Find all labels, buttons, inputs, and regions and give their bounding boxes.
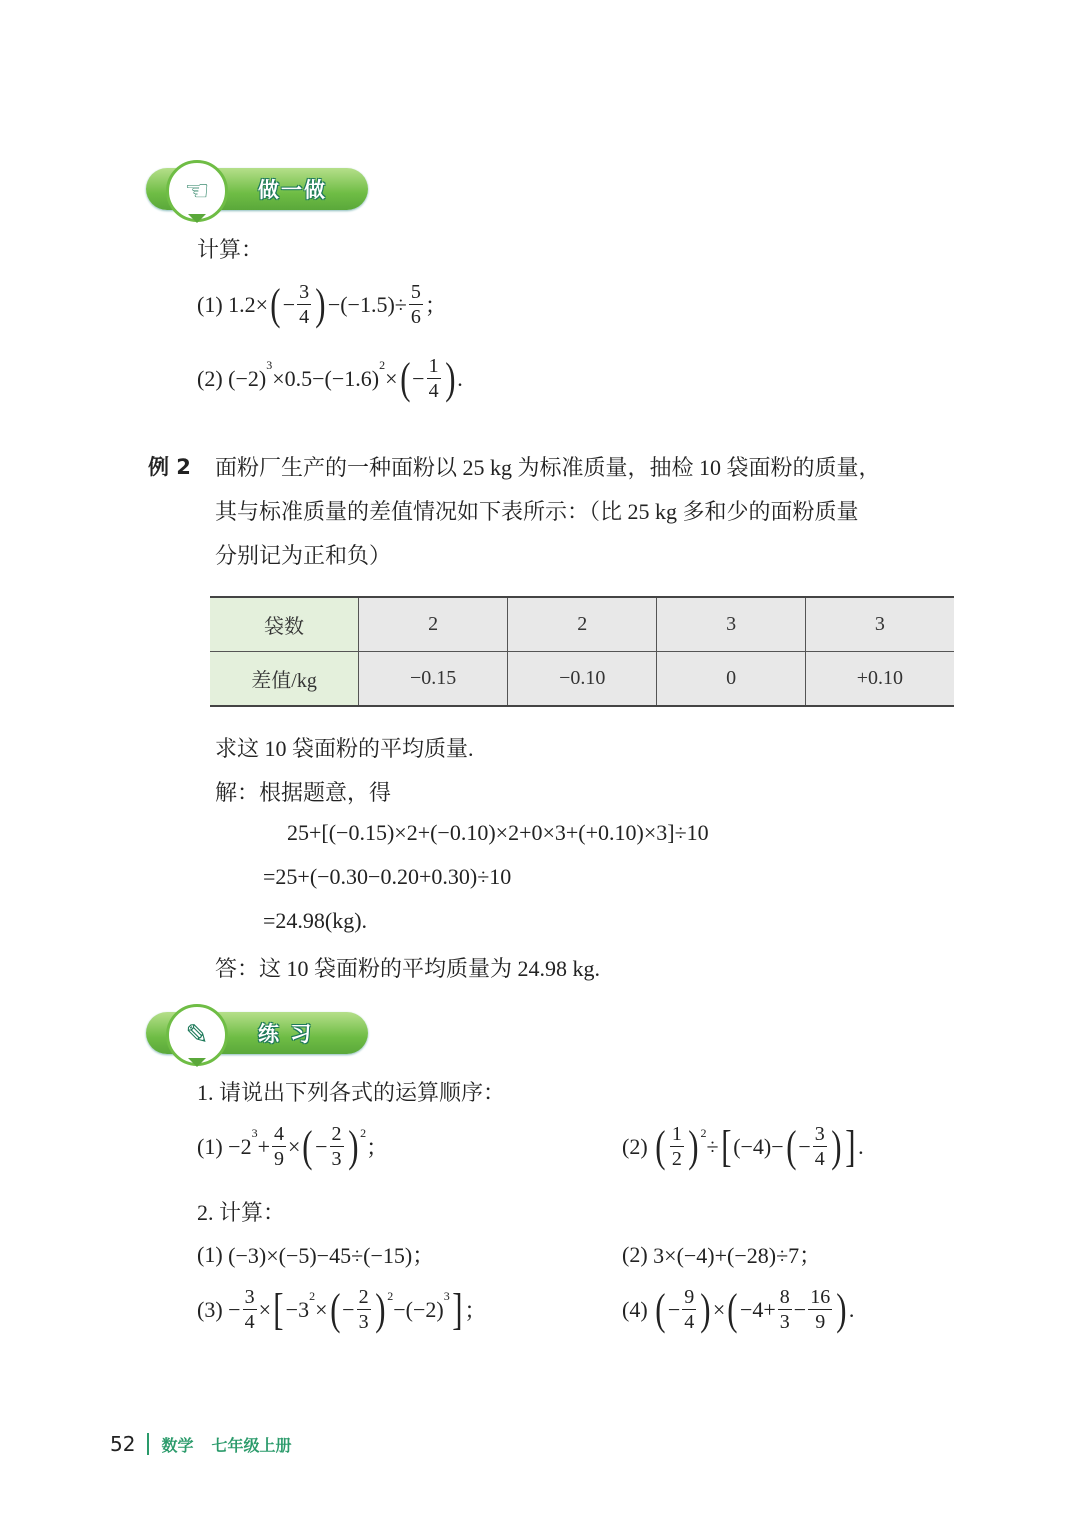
bracket: )	[315, 279, 326, 329]
table-cell: 0	[657, 652, 805, 707]
item-label: (1)	[197, 1133, 223, 1159]
denominator: 6	[410, 306, 421, 328]
footer-divider	[147, 1433, 149, 1455]
bracket: (	[655, 1121, 666, 1171]
math-expression	[228, 1285, 486, 1334]
math-text: ×	[712, 1296, 726, 1322]
exponent: 2	[387, 1289, 394, 1303]
bracket: (	[785, 1121, 797, 1171]
practice-q2-item-3	[197, 1285, 486, 1334]
example-label: 例 2	[148, 455, 191, 479]
math-text: −	[798, 1133, 811, 1159]
bracket: (	[329, 1284, 340, 1334]
item-label: (1)	[197, 291, 223, 317]
bracket: (	[270, 279, 281, 329]
math-expression	[653, 1285, 854, 1334]
math-text: −4+	[739, 1296, 776, 1322]
numerator: 9	[684, 1286, 695, 1308]
exponent: 2	[360, 1126, 367, 1140]
math-text: (−3)×(−5)−45÷(−15)；	[228, 1243, 435, 1268]
exponent: 2	[700, 1126, 707, 1140]
math-text: −2	[228, 1133, 252, 1159]
numerator: 2	[331, 1123, 342, 1145]
example-answer: 答：这 10 袋面粉的平均质量为 24.98 kg.	[215, 956, 601, 981]
math-text: ÷	[706, 1133, 719, 1159]
table-header-cell: 袋数	[210, 597, 359, 652]
bracket: (	[655, 1284, 666, 1334]
math-text: .	[858, 1133, 864, 1159]
fraction	[243, 1285, 257, 1334]
solution-intro: 解：根据题意，得	[215, 780, 392, 805]
item-label: (1)	[197, 1241, 223, 1267]
fraction	[357, 1285, 371, 1334]
page-number: 52	[110, 1432, 136, 1456]
example-line-1: 面粉厂生产的一种面粉以 25 kg 为标准质量，抽检 10 袋面粉的质量，	[215, 455, 881, 480]
math-expression	[228, 280, 447, 329]
badge-pointer	[188, 1058, 206, 1067]
item-label: (2)	[622, 1133, 648, 1159]
denominator: 9	[274, 1148, 284, 1170]
bracket: )	[374, 1284, 386, 1334]
table-cell: 3	[657, 597, 805, 652]
item-label: (4)	[622, 1296, 648, 1322]
denominator: 4	[684, 1311, 695, 1333]
footer-subject: 数学	[161, 1435, 194, 1455]
bracket: ]	[845, 1121, 856, 1171]
denominator: 4	[428, 380, 439, 402]
try-it-badge	[146, 168, 368, 210]
math-text: .	[457, 365, 463, 391]
math-text: −	[228, 1296, 241, 1322]
math-text: −(−1.5)÷	[327, 291, 407, 317]
bracket: [	[273, 1284, 284, 1334]
exponent: 3	[443, 1289, 450, 1303]
math-text: −	[342, 1296, 355, 1322]
bracket: [	[720, 1121, 732, 1171]
try-it-title: 做一做	[258, 178, 327, 202]
example-line-3: 分别记为正和负）	[215, 543, 392, 568]
example-line-2: 其与标准质量的差值情况如下表所示：（比 25 kg 多和少的面粉质量	[215, 499, 859, 524]
math-text: −	[412, 365, 425, 391]
item-label: (2)	[622, 1241, 648, 1267]
table-cell: 3	[805, 597, 954, 652]
math-text: 3×(−4)+(−28)÷7；	[653, 1243, 822, 1268]
math-text: ×0.5−(−1.6)	[272, 365, 380, 391]
exponent: 2	[379, 358, 386, 372]
math-text: −	[793, 1296, 807, 1322]
data-table	[210, 596, 954, 707]
footer-grade: 七年级上册	[211, 1435, 292, 1455]
solution-step-1: 25+[(−0.15)×2+(−0.10)×2+0×3+(+0.10)×3]÷10	[287, 820, 709, 845]
fraction	[427, 354, 441, 403]
solution-step-2: =25+(−0.30−0.20+0.30)÷10	[263, 864, 512, 889]
bracket: (	[399, 353, 410, 403]
math-text: ×	[315, 1296, 328, 1322]
numerator: 1	[671, 1123, 682, 1145]
table-cell: −0.15	[359, 652, 508, 707]
practice-q2-item-4	[622, 1285, 854, 1334]
math-expression	[653, 1239, 821, 1270]
bracket: )	[830, 1121, 842, 1171]
numerator: 4	[274, 1123, 284, 1145]
try-it-item-1	[197, 280, 447, 329]
math-text: −(−2)	[393, 1296, 444, 1322]
try-it-intro: 计算：	[197, 237, 264, 262]
numerator: 3	[299, 281, 310, 303]
bracket: )	[688, 1121, 699, 1171]
denominator: 2	[671, 1148, 682, 1170]
numerator: 3	[244, 1286, 255, 1308]
math-text: .	[848, 1296, 855, 1322]
math-text: ×	[258, 1296, 271, 1322]
math-text: ；	[424, 293, 447, 318]
pencil-icon: ✎	[166, 1004, 228, 1066]
table-cell: +0.10	[805, 652, 954, 707]
math-text: −	[282, 291, 296, 317]
example-question: 求这 10 袋面粉的平均质量.	[215, 736, 474, 761]
fraction	[813, 1122, 827, 1171]
practice-q1: 1. 请说出下列各式的运算顺序：	[197, 1080, 506, 1105]
numerator: 2	[358, 1286, 369, 1308]
practice-q2-item-2	[622, 1239, 821, 1270]
practice-title: 练 习	[258, 1022, 314, 1046]
math-text: −	[667, 1296, 681, 1322]
solution-step-3: =24.98(kg).	[263, 908, 368, 933]
bracket: (	[302, 1121, 313, 1171]
table-cell: −0.10	[508, 652, 657, 707]
denominator: 3	[358, 1311, 369, 1333]
math-text: (−2)	[228, 365, 267, 391]
bracket: )	[444, 353, 456, 403]
item-label: (2)	[197, 365, 223, 391]
badge-pointer	[188, 214, 206, 223]
fraction	[272, 1122, 286, 1171]
math-text: ×	[288, 1133, 301, 1159]
numerator: 8	[779, 1286, 790, 1308]
math-text: ；	[464, 1298, 487, 1323]
math-expression	[653, 1122, 863, 1171]
fraction	[670, 1122, 684, 1171]
practice-q2-item-1	[197, 1239, 434, 1270]
numerator: 3	[814, 1123, 825, 1145]
denominator: 4	[244, 1311, 255, 1333]
practice-badge	[146, 1012, 368, 1054]
math-expression	[228, 1239, 434, 1270]
practice-q1-item-2	[622, 1122, 864, 1171]
denominator: 3	[779, 1311, 790, 1333]
math-text: −	[315, 1133, 328, 1159]
try-it-item-2	[197, 354, 463, 403]
fraction	[409, 280, 423, 329]
denominator: 3	[331, 1148, 342, 1170]
exponent: 3	[266, 358, 273, 372]
page-footer	[110, 1432, 291, 1456]
math-text: 1.2×	[228, 291, 269, 317]
math-text: (−4)−	[733, 1133, 784, 1159]
numerator: 1	[428, 355, 439, 377]
fraction	[330, 1122, 344, 1171]
fraction	[297, 280, 311, 329]
table-cell: 2	[508, 597, 657, 652]
fraction	[682, 1285, 696, 1334]
exponent: 2	[309, 1289, 316, 1303]
math-text: ；	[366, 1135, 389, 1160]
bracket: )	[347, 1121, 358, 1171]
fraction	[808, 1285, 832, 1334]
table-row	[210, 652, 954, 707]
exponent: 3	[251, 1126, 258, 1140]
math-expression	[228, 354, 463, 403]
math-expression	[228, 1122, 388, 1171]
hand-icon: ☜	[166, 160, 228, 222]
numerator: 16	[810, 1286, 831, 1308]
denominator: 4	[814, 1148, 825, 1170]
bracket: )	[700, 1284, 711, 1334]
bracket: ]	[451, 1284, 463, 1334]
denominator: 4	[299, 306, 310, 328]
numerator: 5	[410, 281, 421, 303]
table-cell: 2	[359, 597, 508, 652]
math-text: +	[257, 1133, 270, 1159]
practice-q2: 2. 计算：	[197, 1200, 286, 1225]
denominator: 9	[815, 1311, 826, 1333]
practice-q1-item-1	[197, 1122, 388, 1171]
table-header-cell: 差值/kg	[210, 652, 359, 707]
math-text: ×	[385, 365, 398, 391]
bracket: )	[836, 1284, 847, 1334]
math-text: −3	[285, 1296, 310, 1322]
table-row	[210, 597, 954, 652]
item-label: (3)	[197, 1296, 223, 1322]
bracket: (	[727, 1284, 738, 1334]
fraction	[778, 1285, 792, 1334]
